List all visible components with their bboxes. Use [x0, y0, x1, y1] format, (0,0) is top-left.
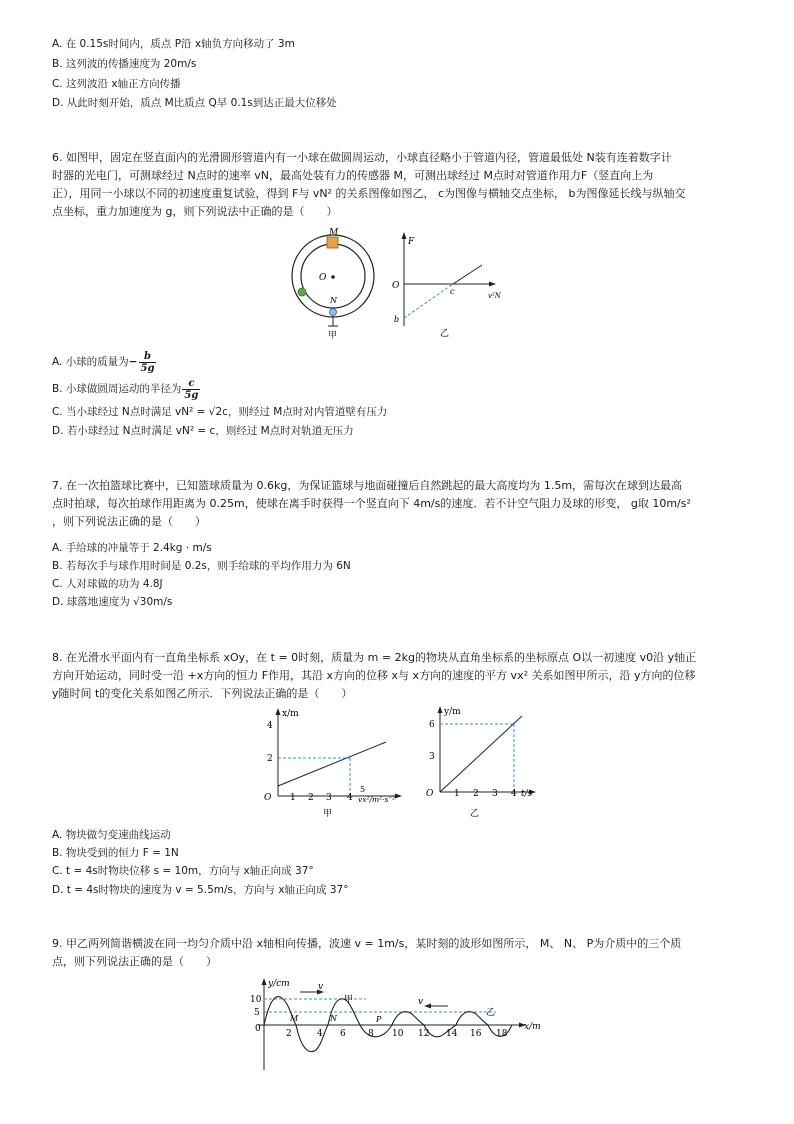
- ylabel: x/m: [282, 709, 299, 719]
- f-axis-arrow: [402, 232, 407, 239]
- f-line: [453, 265, 482, 284]
- axis-arrow-up: [262, 978, 267, 985]
- small-ball: [298, 288, 306, 296]
- label-vn2: v²N: [488, 292, 501, 300]
- xtick-10: 10: [392, 1029, 404, 1039]
- caption-jia: 甲: [328, 331, 338, 341]
- force-sensor-m: [327, 237, 338, 248]
- xtick-14: 14: [446, 1029, 458, 1039]
- q6-option-d: D. 若小球经过 N点时满足 vN² = c，则经过 M点时对轨道无压力: [52, 425, 354, 437]
- q8-option-b: B. 物块受到的恒力 F = 1N: [52, 847, 179, 859]
- xlabel: vx²/m²·s⁻²: [358, 795, 396, 804]
- caption-yi: 乙: [440, 329, 450, 339]
- q5-option-a: A. 在 0.15s时间内，质点 P沿 x轴负方向移动了 3m: [52, 38, 295, 50]
- q6-figure-jia: [285, 224, 385, 344]
- ylabel: y/cm: [268, 979, 290, 989]
- label-n: N: [330, 1014, 337, 1023]
- ytick-2: 2: [267, 754, 273, 764]
- xtick-1: 1: [454, 789, 460, 799]
- q7-stem-line-1: 7. 在一次拍篮球比赛中，已知篮球质量为 0.6kg，为保证篮球与地面碰撞后自然跳起的最大高度均为 1.5m，需每次在球到达最高: [52, 479, 683, 492]
- q8-figure-jia: [258, 704, 418, 820]
- q6-option-b: B. 小球做圆周运动的半径为 $\frac{c}{5g}$: [52, 377, 199, 401]
- xtick-6: 6: [340, 1029, 346, 1039]
- label-m: M: [290, 1014, 299, 1023]
- origin-label: O: [264, 793, 272, 803]
- q9-stem-line-2: 点，则下列说法正确的是（ ）: [52, 955, 217, 968]
- label-o: O: [319, 273, 327, 283]
- q7-stem-line-3: ，则下列说法正确的是（ ）: [52, 515, 206, 528]
- caption-yi: 乙: [470, 809, 480, 819]
- label-p: P: [376, 1015, 382, 1024]
- q8-option-d: D. t = 4s时物块的速度为 v = 5.5m/s，方向与 x轴正向成 37°: [52, 884, 349, 896]
- ytick-4: 4: [267, 721, 273, 731]
- q6-stem-line-4: 点坐标，重力加速度为 g，则下列说法中正确的是（ ）: [52, 205, 338, 218]
- q5-option-b: B. 这列波的传播速度为 20m/s: [52, 58, 197, 70]
- q7-option-a: A. 手给球的冲量等于 2.4kg · m/s: [52, 542, 212, 554]
- label-jia: 甲: [344, 995, 354, 1005]
- photogate-n: [330, 309, 337, 316]
- q8-stem-line-3: y随时间 t的变化关系如图乙所示．下列说法正确的是（ ）: [52, 687, 353, 700]
- xtick-8: 8: [368, 1029, 374, 1039]
- q8-option-c: C. t = 4s时物块位移 s = 10m，方向与 x轴正向成 37°: [52, 865, 314, 877]
- xtick-3: 3: [492, 789, 498, 799]
- label-m: M: [329, 228, 339, 238]
- caption-jia: 甲: [323, 809, 333, 819]
- axis-arrow-up: [438, 706, 443, 713]
- q6-stem-line-1: 6. 如图甲，固定在竖直面内的光滑圆形管道内有一小球在做圆周运动，小球直径略小于管道内径，管道最低处 N装有连着数字计: [52, 151, 672, 164]
- xtick-3: 3: [326, 793, 332, 803]
- q7-stem-line-2: 点时拍球，每次拍球作用距离为 0.25m，使球在离手时获得一个竖直向下 4m/s的速度．若不计空气阻力及球的形变， g取 10m/s²: [52, 497, 691, 510]
- xtick-4: 4: [347, 793, 353, 803]
- xtick-2: 2: [308, 793, 314, 803]
- q8-stem-line-2: 方向开始运动，同时受一沿 +x方向的恒力 F作用，其沿 x方向的位移 x与 x方向的速度的平方 vx² 关系如图甲所示，沿 y方向的位移: [52, 669, 696, 682]
- ytick-5: 5: [254, 1008, 260, 1018]
- xtick-2: 2: [473, 789, 479, 799]
- label-n: N: [330, 296, 337, 305]
- q8-figure-yi: [420, 702, 550, 820]
- label-b: b: [394, 315, 400, 324]
- xtick-4: 4: [511, 789, 517, 799]
- ylabel: y/m: [444, 707, 461, 717]
- xtick-4: 4: [317, 1029, 323, 1039]
- q9-wave-figure: [226, 974, 556, 1074]
- y-vs-t-line: [440, 716, 522, 792]
- center-dot: [331, 275, 335, 279]
- axis-arrow-up: [276, 708, 281, 715]
- q7-option-b: B. 若每次手与球作用时间是 0.2s，则手给球的平均作用力为 6N: [52, 560, 351, 572]
- q7-option-c: C. 人对球做的功为 4.8J: [52, 578, 163, 590]
- label-f: F: [408, 237, 415, 247]
- arrow-yi-head: [424, 1004, 431, 1009]
- v-label-jia: v: [318, 982, 324, 992]
- q6-stem-line-3: 正），用同一小球以不同的初速度重复试验，得到 F与 vN² 的关系图像如图乙， c为图像与横轴交点坐标， b为图像延长线与纵轴交: [52, 187, 686, 200]
- xtick-12: 12: [418, 1029, 430, 1039]
- q6-stem-line-2: 时器的光电门，可测球经过 N点时的速率 vN，最高处装有力的传感器 M，可测出球经过 M点时对管道作用力F（竖直向上为: [52, 169, 654, 182]
- label-yi: 乙: [486, 1008, 496, 1018]
- x-vs-vx2-line: [278, 742, 386, 786]
- xtick-18: 18: [496, 1029, 508, 1039]
- q8-option-a: A. 物块做匀变速曲线运动: [52, 829, 171, 841]
- q8-stem-line-1: 8. 在光滑水平面内有一直角坐标系 xOy，在 t = 0时刻，质量为 m = 2kg的物块从直角坐标系的坐标原点 O以一初速度 v0沿 y轴正: [52, 651, 697, 664]
- xtick-2: 2: [286, 1029, 292, 1039]
- origin-label: 0: [255, 1024, 261, 1034]
- q6-option-a: A. 小球的质量为− $\frac{b}{5g}$: [52, 350, 155, 374]
- ytick-10: 10: [250, 995, 262, 1005]
- origin-label: O: [426, 789, 434, 799]
- xtick-5: 5: [360, 785, 366, 794]
- xtick-16: 16: [470, 1029, 482, 1039]
- q6-option-c: C. 当小球经过 N点时满足 vN² = √2c，则经过 M点时对内管道壁有压力: [52, 406, 388, 418]
- axis-arrow-right: [395, 794, 402, 799]
- q9-stem-line-1: 9. 甲乙两列简谐横波在同一均匀介质中沿 x轴相向传播，波速 v = 1m/s，某时刻的波形如图所示， M、 N、 P为介质中的三个质: [52, 937, 682, 950]
- ytick-6: 6: [429, 720, 435, 730]
- xlabel: t/s: [521, 789, 533, 799]
- q5-option-c: C. 这列波沿 x轴正方向传播: [52, 78, 181, 90]
- xtick-1: 1: [290, 793, 296, 803]
- extension-line: [404, 284, 453, 318]
- ytick-3: 3: [429, 752, 435, 762]
- label-origin: O: [392, 281, 400, 291]
- q7-option-d: D. 球落地速度为 √30m/s: [52, 596, 173, 608]
- q6-figure-yi: [388, 228, 506, 340]
- q5-option-d: D. 从此时刻开始，质点 M比质点 Q早 0.1s到达正最大位移处: [52, 97, 337, 109]
- label-c: c: [450, 287, 455, 296]
- v2-axis-arrow: [489, 282, 496, 287]
- xlabel: x/m: [524, 1022, 541, 1032]
- v-label-yi: v: [418, 997, 424, 1007]
